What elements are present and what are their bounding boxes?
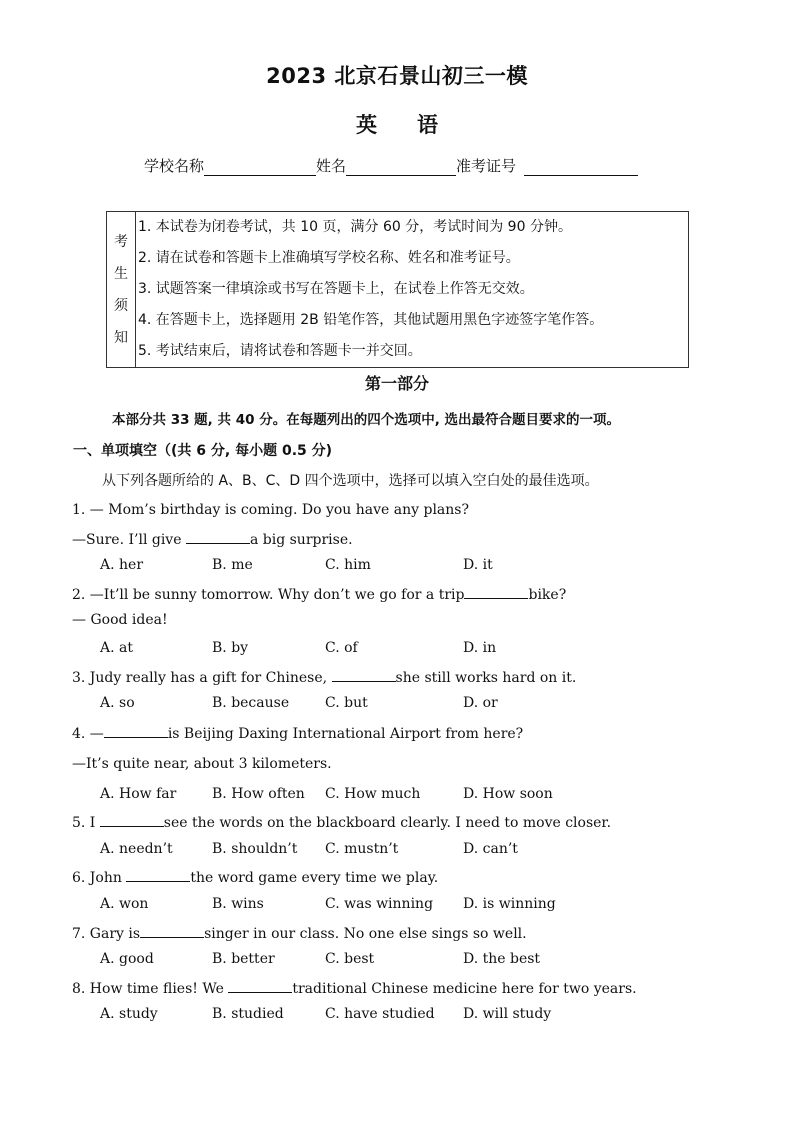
question-text: 1. — Mom’s birthday is coming. Do you have any plans? [72,502,469,518]
answer-option[interactable]: B. wins [212,896,264,912]
question-text: singer in our class. No one else sings so well. [204,926,527,942]
question-text: 4. — [72,726,104,742]
section-title: 一、单项填空（(共 6 分, 每小题 0.5 分) [73,443,333,459]
answer-option[interactable]: C. best [325,951,375,967]
notice-side-char: 须 [114,298,128,314]
answer-blank[interactable] [228,979,292,993]
notice-rule: 1. 本试卷为闭卷考试，共 10 页，满分 60 分，考试时间为 90 分钟。 [138,219,572,235]
subject-title: 英语 [356,113,478,137]
question-line [72,668,576,686]
answer-blank[interactable] [140,924,204,938]
answer-blank[interactable] [332,668,396,682]
question-text: the word game every time we play. [190,870,439,886]
answer-option[interactable]: A. study [100,1006,158,1022]
answer-option[interactable]: D. it [463,557,493,573]
answer-option[interactable]: A. at [100,640,133,656]
question-line [72,585,566,603]
answer-option[interactable]: B. shouldn’t [212,841,298,857]
answer-blank[interactable] [464,585,528,599]
notice-rules [136,212,689,368]
school-name-field[interactable] [204,159,316,176]
answer-option[interactable]: A. so [100,695,135,711]
exam-notice-box [106,211,689,368]
question-text: — Good idea! [72,612,168,628]
answer-option[interactable]: C. How much [325,786,421,802]
notice-side-char: 知 [114,330,128,346]
question-text: 6. John [72,870,127,886]
notice-side-char: 生 [114,266,128,282]
part-description: 本部分共 33 题, 共 40 分。在每题列出的四个选项中, 选出最符合题目要求的一项。 [112,412,621,428]
question-text: is Beijing Daxing International Airport from here? [167,726,524,742]
name-field[interactable] [346,159,456,176]
question-text: 8. How time flies! We [72,981,229,997]
question-text: see the words on the blackboard clearly. I need to move closer. [163,815,612,831]
question-text: 7. Gary is [72,926,141,942]
notice-rule: 3. 试题答案一律填涂或书写在答题卡上，在试卷上作答无交效。 [138,281,534,297]
answer-option[interactable]: D. the best [463,951,541,967]
answer-option[interactable]: C. was winning [325,896,434,912]
question-text: bike? [528,587,567,603]
question-text: —Sure. I’ll give [72,532,186,548]
answer-option[interactable]: A. How far [100,786,177,802]
answer-option[interactable]: A. good [100,951,154,967]
question-text: 5. I [72,815,100,831]
answer-option[interactable]: C. him [325,557,371,573]
exam-id-field[interactable] [524,159,638,176]
answer-option[interactable]: D. will study [463,1006,552,1022]
answer-blank[interactable] [126,868,190,882]
answer-blank[interactable] [100,813,164,827]
question-line [72,724,523,742]
question-line [72,924,527,942]
question-text: —It’s quite near, about 3 kilometers. [72,756,332,772]
answer-option[interactable]: C. have studied [325,1006,435,1022]
answer-option[interactable]: B. me [212,557,253,573]
answer-option[interactable]: B. better [212,951,275,967]
question-line [72,756,332,772]
answer-option[interactable]: A. needn’t [100,841,173,857]
notice-rule: 4. 在答题卡上，选择题用 2B 铅笔作答，其他试题用黑色字迹签字笔作答。 [138,312,604,328]
exam-id-label: 准考证号 [456,157,517,175]
answer-blank[interactable] [104,724,168,738]
question-line [72,813,611,831]
answer-option[interactable]: D. or [463,695,498,711]
question-text: 2. —It’ll be sunny tomorrow. Why don’t we go for a trip [72,587,465,603]
notice-rule: 2. 请在试卷和答题卡上准确填写学校名称、姓名和准考证号。 [138,250,520,266]
answer-option[interactable]: D. How soon [463,786,553,802]
answer-option[interactable]: B. studied [212,1006,284,1022]
answer-option[interactable]: B. by [212,640,249,656]
question-line [72,502,469,518]
answer-option[interactable]: A. won [100,896,149,912]
exam-title: 2023 北京石景山初三一模 [266,64,528,88]
question-line [72,868,438,886]
part-title: 第一部分 [364,374,429,393]
answer-option[interactable]: A. her [100,557,144,573]
question-text: she still works hard on it. [395,670,577,686]
answer-option[interactable]: D. is winning [463,896,556,912]
answer-option[interactable]: D. can’t [463,841,518,857]
answer-option[interactable]: C. mustn’t [325,841,399,857]
notice-side-label [107,212,136,368]
answer-option[interactable]: C. but [325,695,368,711]
notice-side-char: 考 [114,234,128,250]
answer-option[interactable]: B. How often [212,786,305,802]
question-line [72,979,637,997]
answer-option[interactable]: B. because [212,695,290,711]
question-text: 3. Judy really has a gift for Chinese, [72,670,332,686]
question-text: a big surprise. [249,532,353,548]
candidate-info-row [144,155,638,176]
name-label: 姓名 [316,157,347,175]
answer-option[interactable]: C. of [325,640,358,656]
question-line [72,612,168,628]
answer-blank[interactable] [186,530,250,544]
question-line [72,530,353,548]
school-name-label: 学校名称 [144,157,205,175]
question-text: traditional Chinese medicine here for two years. [292,981,637,997]
answer-option[interactable]: D. in [463,640,497,656]
notice-rule: 5. 考试结束后，请将试卷和答题卡一并交回。 [138,343,422,359]
section-instruction: 从下列各题所给的 A、B、C、D 四个选项中，选择可以填入空白处的最佳选项。 [102,473,599,489]
